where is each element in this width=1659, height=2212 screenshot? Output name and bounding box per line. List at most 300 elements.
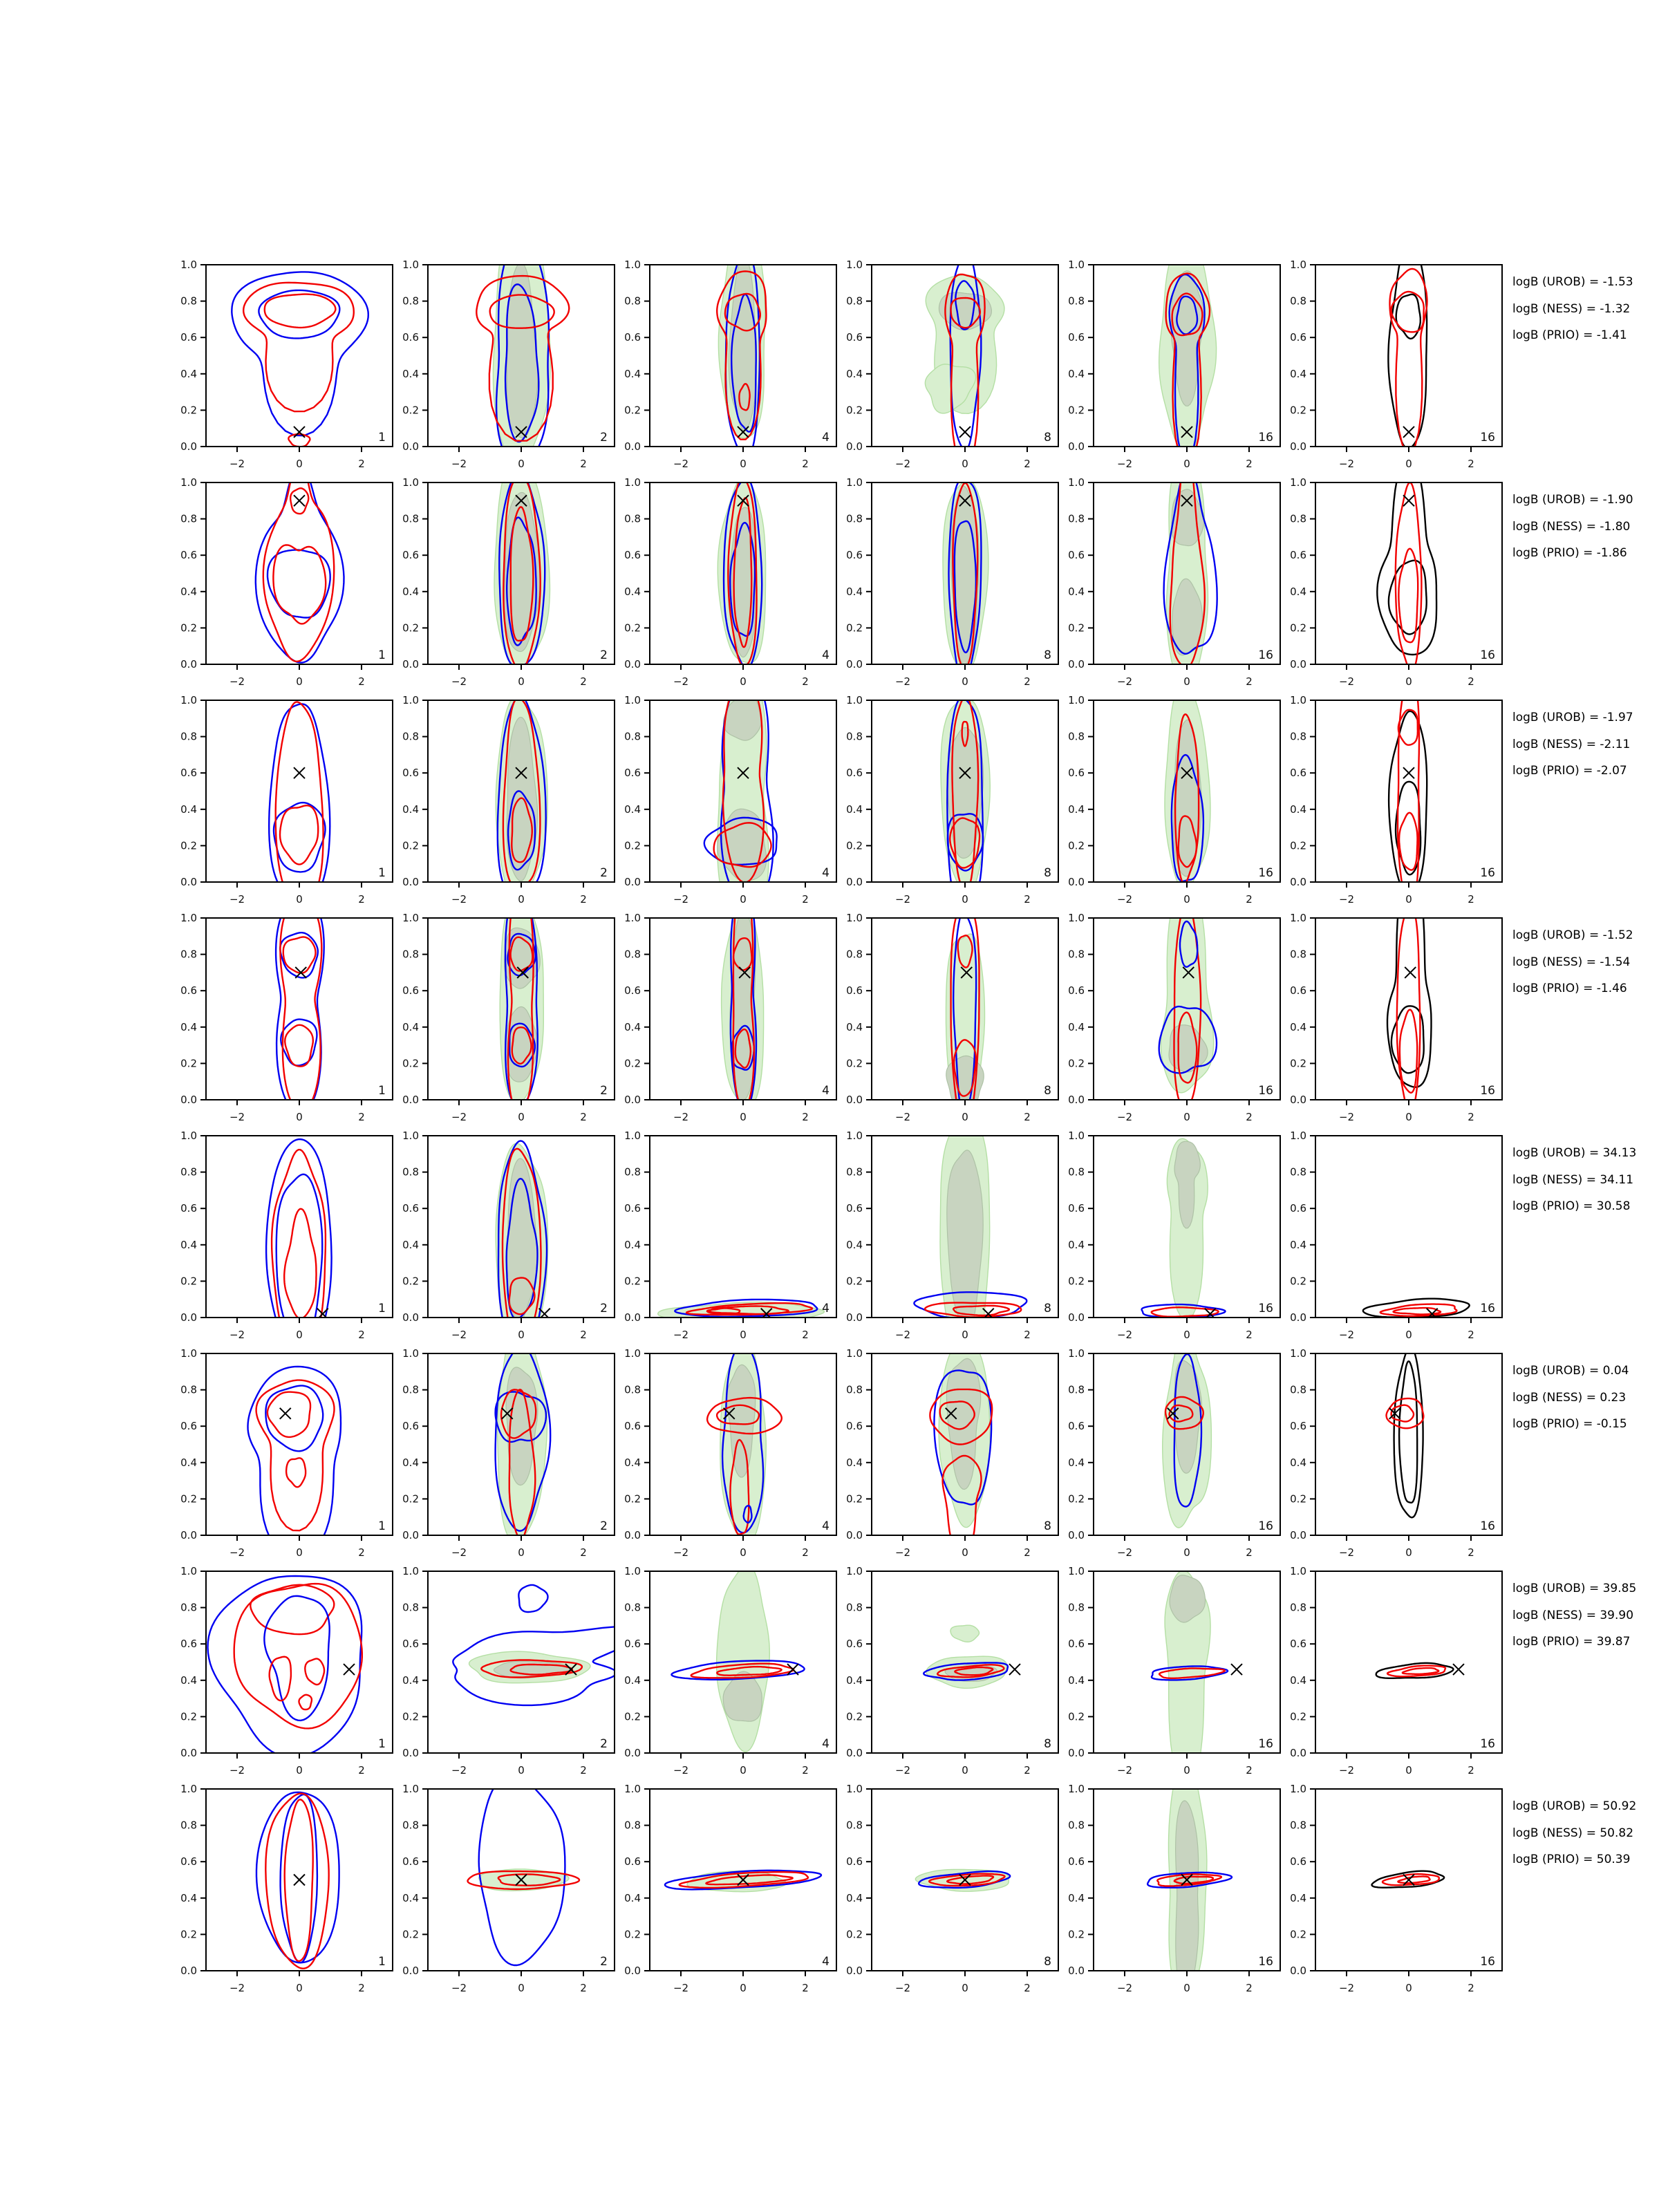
y-tick-label: 0.8 [402,730,419,743]
true-value-marker-icon [294,1875,305,1886]
subplot-canvas [1280,474,1510,694]
axes-frame [206,1136,393,1318]
subplot-r5c1 [170,1127,401,1350]
y-tick-label: 0.8 [1068,730,1085,743]
y-tick-label: 0.8 [180,1383,197,1396]
subplot-canvas [392,1345,623,1565]
sample-count-label: 16 [1480,866,1495,880]
y-tick-label: 0.8 [1290,1165,1306,1179]
subplot-canvas [1058,1345,1288,1565]
x-tick-label: 0 [1183,1329,1190,1341]
x-tick-label: 0 [740,1111,747,1123]
x-tick-label: 0 [518,1982,525,1994]
x-tick-label: 2 [580,1982,587,1994]
y-tick-label: 0.8 [624,730,641,743]
y-tick-label: 0.0 [846,440,863,453]
y-tick-label: 1.0 [402,1565,419,1577]
subplot-canvas [1058,1127,1288,1347]
x-tick-label: −2 [229,458,245,470]
axes-frame [206,700,393,882]
y-tick-label: 0.2 [180,621,197,635]
subplot-r4c5 [1058,910,1288,1132]
y-tick-label: 0.0 [180,1094,197,1106]
x-tick-label: 0 [1183,458,1190,470]
contour-group [1388,256,1427,452]
x-tick-label: 2 [358,1111,365,1123]
y-tick-label: 0.8 [402,512,419,525]
x-tick-label: 0 [518,1329,525,1341]
contour-group [500,910,543,1113]
subplot-r1c4 [836,256,1067,479]
x-tick-label: 0 [740,1764,747,1777]
y-tick-label: 0.8 [1290,1819,1306,1832]
y-tick-label: 1.0 [1290,694,1306,706]
subplot-r6c4 [836,1345,1067,1568]
sample-count-label: 8 [1044,1519,1051,1533]
y-tick-label: 0.0 [1068,1094,1085,1106]
y-tick-label: 0.6 [402,1202,419,1215]
contour-line [305,1659,324,1685]
logB-annotation-line: logB (UROB) = 39.85 [1512,1582,1637,1595]
y-tick-label: 0.4 [624,1456,641,1469]
x-tick-label: 0 [962,1764,968,1777]
y-tick-label: 1.0 [1068,1565,1085,1577]
y-tick-label: 0.2 [846,1492,863,1506]
subplot-r3c5 [1058,692,1288,915]
y-tick-label: 0.2 [846,1057,863,1070]
y-tick-label: 0.4 [402,367,419,380]
subplot-r8c3 [614,1781,845,2003]
y-tick-label: 0.2 [1290,1275,1306,1288]
contour-line [518,1585,547,1612]
true-value-marker-icon [1403,767,1414,778]
x-tick-label: 0 [962,1329,968,1341]
y-tick-label: 0.4 [846,1238,863,1251]
y-tick-label: 0.8 [846,1383,863,1396]
y-tick-label: 1.0 [180,694,197,706]
y-tick-label: 1.0 [624,1347,641,1360]
subplot-r6c5 [1058,1345,1288,1568]
x-tick-label: 0 [1405,1111,1412,1123]
y-tick-label: 0.8 [624,512,641,525]
y-tick-label: 0.8 [846,512,863,525]
y-tick-label: 0.0 [846,1965,863,1977]
y-tick-label: 0.6 [1290,331,1306,344]
x-tick-label: −2 [1338,675,1355,688]
sample-count-label: 16 [1480,1084,1495,1098]
y-tick-label: 0.8 [846,730,863,743]
true-value-marker-icon [280,1408,291,1419]
x-tick-label: 2 [1024,1546,1031,1559]
y-tick-label: 0.0 [1068,1965,1085,1977]
sample-count-label: 16 [1480,648,1495,662]
contour-group [915,1869,1010,1891]
y-tick-label: 0.0 [624,1094,641,1106]
logB-annotation-block [1512,269,1633,349]
subplot-r5c3 [614,1127,845,1350]
contour-group [1147,1781,1232,1997]
y-tick-label: 0.6 [1068,984,1085,997]
y-tick-label: 0.2 [180,1057,197,1070]
subplot-canvas [1280,1127,1510,1347]
contour-line [268,1392,310,1437]
logB-annotation-block [1512,487,1633,567]
contour-group [269,702,330,903]
y-tick-label: 0.4 [1068,1238,1085,1251]
x-tick-label: 0 [962,675,968,688]
y-tick-label: 0.0 [402,1529,419,1541]
true-value-marker-icon [1403,427,1414,438]
x-tick-label: −2 [673,1111,689,1123]
subplot-canvas [1058,474,1288,694]
sample-count-label: 4 [822,1955,830,1969]
sample-count-label: 2 [600,1519,608,1533]
y-tick-label: 0.6 [624,1202,641,1215]
y-tick-label: 0.0 [624,658,641,671]
y-tick-label: 0.8 [402,948,419,961]
subplot-r7c3 [614,1563,845,1785]
axes-frame [1315,1571,1502,1753]
x-tick-label: −2 [894,1111,911,1123]
y-tick-label: 0.0 [624,1747,641,1759]
y-tick-label: 0.4 [624,1674,641,1687]
y-tick-label: 0.6 [180,1855,197,1868]
x-tick-label: −2 [451,893,467,906]
contour-group [1163,1345,1212,1528]
subplot-r3c1 [170,692,401,915]
sample-count-label: 4 [822,431,830,444]
x-tick-label: −2 [229,1546,245,1559]
subplot-canvas [1280,256,1510,476]
y-tick-label: 0.6 [1290,1420,1306,1433]
y-tick-label: 0.8 [624,294,641,308]
y-tick-label: 0.4 [1290,803,1306,816]
y-tick-label: 0.0 [1290,440,1306,453]
logB-annotation-block [1512,1358,1629,1438]
x-tick-label: 0 [740,893,747,906]
x-tick-label: 2 [1246,675,1253,688]
y-tick-label: 0.6 [1068,1202,1085,1215]
subplot-canvas [614,910,845,1130]
y-tick-label: 0.4 [1290,585,1306,598]
subplot-canvas [1280,1345,1510,1565]
x-tick-label: −2 [673,893,689,906]
y-tick-label: 0.2 [624,1928,641,1941]
y-tick-label: 1.0 [846,912,863,924]
y-tick-label: 0.2 [402,839,419,852]
x-tick-label: 2 [1024,1329,1031,1341]
y-tick-label: 0.2 [624,404,641,417]
y-tick-label: 0.0 [180,1311,197,1324]
y-tick-label: 0.2 [1290,839,1306,852]
y-tick-label: 0.6 [180,1202,197,1215]
y-tick-label: 0.0 [624,1965,641,1977]
y-tick-label: 0.6 [1290,549,1306,562]
contour-line [284,1209,316,1319]
y-tick-label: 0.4 [1068,1456,1085,1469]
logB-annotation-block [1512,922,1633,1002]
y-tick-label: 0.0 [1068,876,1085,888]
y-tick-label: 0.4 [1068,1674,1085,1687]
y-tick-label: 0.2 [624,621,641,635]
contour-line [276,702,324,898]
x-tick-label: −2 [894,893,911,906]
axes-frame [1315,700,1502,882]
y-tick-label: 0.8 [180,1819,197,1832]
y-tick-label: 1.0 [1290,1565,1306,1577]
y-tick-label: 0.2 [624,1057,641,1070]
contour-line [1389,711,1427,893]
y-tick-label: 0.0 [402,1311,419,1324]
sample-count-label: 8 [1044,648,1051,662]
subplot-r5c6 [1280,1127,1510,1350]
y-tick-label: 1.0 [180,259,197,271]
contour-group [256,474,344,663]
logB-annotation-line: logB (UROB) = -1.52 [1512,928,1633,942]
y-tick-label: 0.6 [846,767,863,780]
subplot-r8c4 [836,1781,1067,2003]
x-tick-label: 2 [1246,1764,1253,1777]
logB-annotation-line: logB (NESS) = -1.54 [1512,955,1631,969]
y-tick-label: 0.2 [1068,621,1085,635]
y-tick-label: 0.0 [1068,1311,1085,1324]
y-tick-label: 0.2 [846,1928,863,1941]
y-tick-label: 0.6 [1068,1420,1085,1433]
contour-line [250,1585,334,1635]
x-tick-label: 2 [1024,1982,1031,1994]
y-tick-label: 0.0 [1290,1311,1306,1324]
y-tick-label: 0.2 [846,1275,863,1288]
subplot-canvas [836,910,1067,1130]
x-tick-label: −2 [451,458,467,470]
y-tick-label: 0.0 [1290,1094,1306,1106]
sample-count-label: 4 [822,1737,830,1751]
logB-annotation-line: logB (NESS) = 50.82 [1512,1826,1634,1840]
x-tick-label: 0 [962,893,968,906]
y-tick-label: 1.0 [846,1347,863,1360]
y-tick-label: 1.0 [846,476,863,489]
x-tick-label: −2 [1338,458,1355,470]
y-tick-label: 0.8 [1290,948,1306,961]
y-tick-label: 0.4 [1290,1020,1306,1033]
y-tick-label: 1.0 [402,694,419,706]
y-tick-label: 1.0 [1290,259,1306,271]
subplot-canvas [1280,1781,1510,2000]
x-tick-label: 2 [358,1329,365,1341]
subplot-canvas [170,1127,401,1347]
x-tick-label: −2 [229,1764,245,1777]
x-tick-label: 2 [1246,1982,1253,1994]
true-value-marker-icon [294,767,305,778]
sample-count-label: 1 [378,1084,386,1098]
x-tick-label: 2 [1024,893,1031,906]
x-tick-label: −2 [673,1982,689,1994]
logB-annotation-line: logB (NESS) = -1.32 [1512,301,1631,316]
contour-group [476,256,569,467]
subplot-r8c2 [392,1781,623,2003]
y-tick-label: 0.8 [624,1819,641,1832]
y-tick-label: 1.0 [1068,912,1085,924]
y-tick-label: 0.0 [1290,1529,1306,1541]
contour-group [946,910,985,1130]
x-tick-label: −2 [1116,1546,1133,1559]
y-tick-label: 0.6 [1290,1855,1306,1868]
contour-group [496,1345,551,1542]
subplot-r2c1 [170,474,401,697]
y-tick-label: 1.0 [1068,1783,1085,1795]
logB-annotation-line: logB (NESS) = -2.11 [1512,737,1631,751]
contour-group [707,1345,782,1544]
true-value-marker-icon [1403,495,1414,506]
y-tick-label: 0.8 [1290,1383,1306,1396]
subplot-r1c6 [1280,256,1510,479]
subplot-r2c4 [836,474,1067,697]
y-tick-label: 0.2 [402,1928,419,1941]
subplot-canvas [836,1127,1067,1347]
y-tick-label: 1.0 [402,1130,419,1142]
y-tick-label: 0.4 [180,1456,197,1469]
contour-line [281,1020,317,1066]
contour-line [1399,1361,1417,1503]
y-tick-label: 1.0 [180,1783,197,1795]
x-tick-label: 2 [802,1764,809,1777]
y-tick-label: 0.4 [1068,1020,1085,1033]
y-tick-label: 0.0 [180,440,197,453]
y-tick-label: 0.6 [1068,331,1085,344]
x-tick-label: −2 [1116,1329,1133,1341]
sample-count-label: 16 [1258,866,1273,880]
subplot-r2c5 [1058,474,1288,697]
x-tick-label: 2 [580,1764,587,1777]
x-tick-label: −2 [451,1764,467,1777]
x-tick-label: −2 [229,1982,245,1994]
logB-annotation-line: logB (PRIO) = -1.41 [1512,328,1627,342]
x-tick-label: −2 [229,675,245,688]
sample-count-label: 8 [1044,1084,1051,1098]
x-tick-label: −2 [1116,1982,1133,1994]
x-tick-label: 0 [518,1764,525,1777]
y-tick-label: 0.6 [402,1855,419,1868]
subplot-r2c2 [392,474,623,697]
y-tick-label: 0.0 [1290,876,1306,888]
subplot-r6c2 [392,1345,623,1568]
y-tick-label: 1.0 [624,1783,641,1795]
logB-annotation-line: logB (UROB) = -1.90 [1512,493,1633,507]
logB-annotation-line: logB (UROB) = 50.92 [1512,1799,1637,1813]
x-tick-label: 2 [1468,1546,1474,1559]
x-tick-label: 2 [1024,458,1031,470]
y-tick-label: 0.2 [1068,1710,1085,1723]
y-tick-label: 0.6 [180,1420,197,1433]
y-tick-label: 0.0 [1068,658,1085,671]
x-tick-label: 0 [740,675,747,688]
x-tick-label: 2 [1024,675,1031,688]
contour-group [208,1576,362,1757]
sample-count-label: 8 [1044,1302,1051,1315]
x-tick-label: −2 [451,1329,467,1341]
y-tick-label: 0.0 [1068,1747,1085,1759]
y-tick-label: 0.6 [624,331,641,344]
contour-line [1398,692,1419,908]
x-tick-label: 2 [802,1329,809,1341]
y-tick-label: 0.4 [624,367,641,380]
contour-group [496,1141,550,1347]
sample-count-label: 2 [600,1955,608,1969]
subplot-r7c6 [1280,1563,1510,1785]
x-tick-label: 2 [802,1111,809,1123]
subplot-r3c3 [614,692,845,915]
subplot-canvas [392,1563,623,1783]
kde-fill-region [1176,1801,1199,1997]
contour-group [1164,474,1217,689]
subplot-r5c4 [836,1127,1067,1350]
subplot-r1c5 [1058,256,1288,479]
contour-line [283,937,316,973]
y-tick-label: 0.4 [180,1891,197,1904]
y-tick-label: 0.4 [402,1020,419,1033]
y-tick-label: 0.6 [846,1202,863,1215]
subplot-r6c6 [1280,1345,1510,1568]
y-tick-label: 1.0 [402,1347,419,1360]
y-tick-label: 0.0 [180,876,197,888]
x-tick-label: 2 [580,1111,587,1123]
y-tick-label: 0.4 [846,585,863,598]
y-tick-label: 0.4 [624,1238,641,1251]
true-value-marker-icon [1405,967,1416,978]
y-tick-label: 0.4 [180,367,197,380]
subplot-canvas [392,910,623,1130]
y-tick-label: 0.4 [846,803,863,816]
axes-frame [206,265,393,447]
x-tick-label: −2 [1116,1764,1133,1777]
y-tick-label: 1.0 [624,912,641,924]
contour-group [1142,1138,1226,1320]
x-tick-label: 0 [1183,675,1190,688]
contour-group [1363,1299,1470,1320]
y-tick-label: 0.4 [1290,1674,1306,1687]
contour-group [722,910,764,1111]
sample-count-label: 16 [1258,1737,1273,1751]
y-tick-label: 0.6 [402,331,419,344]
y-tick-label: 0.4 [402,1456,419,1469]
subplot-canvas [170,1563,401,1783]
y-tick-label: 0.6 [1290,1638,1306,1651]
axes-frame [650,1136,836,1318]
axes-frame [1315,482,1502,664]
subplot-canvas [614,1345,845,1565]
contour-line [234,1584,362,1728]
y-tick-label: 0.6 [624,767,641,780]
sample-count-label: 2 [600,1084,608,1098]
x-tick-label: 0 [740,1329,747,1341]
y-tick-label: 1.0 [1068,694,1085,706]
y-tick-label: 0.6 [846,331,863,344]
true-value-marker-icon [1009,1664,1020,1675]
subplot-r5c2 [392,1127,623,1350]
y-tick-label: 0.2 [846,1710,863,1723]
y-tick-label: 0.4 [402,585,419,598]
y-tick-label: 0.8 [180,948,197,961]
y-tick-label: 0.0 [624,876,641,888]
y-tick-label: 0.0 [846,1747,863,1759]
contour-group [468,1781,580,1965]
x-tick-label: 0 [518,458,525,470]
x-tick-label: 0 [1405,458,1412,470]
y-tick-label: 0.6 [180,767,197,780]
contour-group [1165,692,1210,892]
y-tick-label: 0.0 [624,440,641,453]
logB-annotation-block [1512,704,1633,785]
